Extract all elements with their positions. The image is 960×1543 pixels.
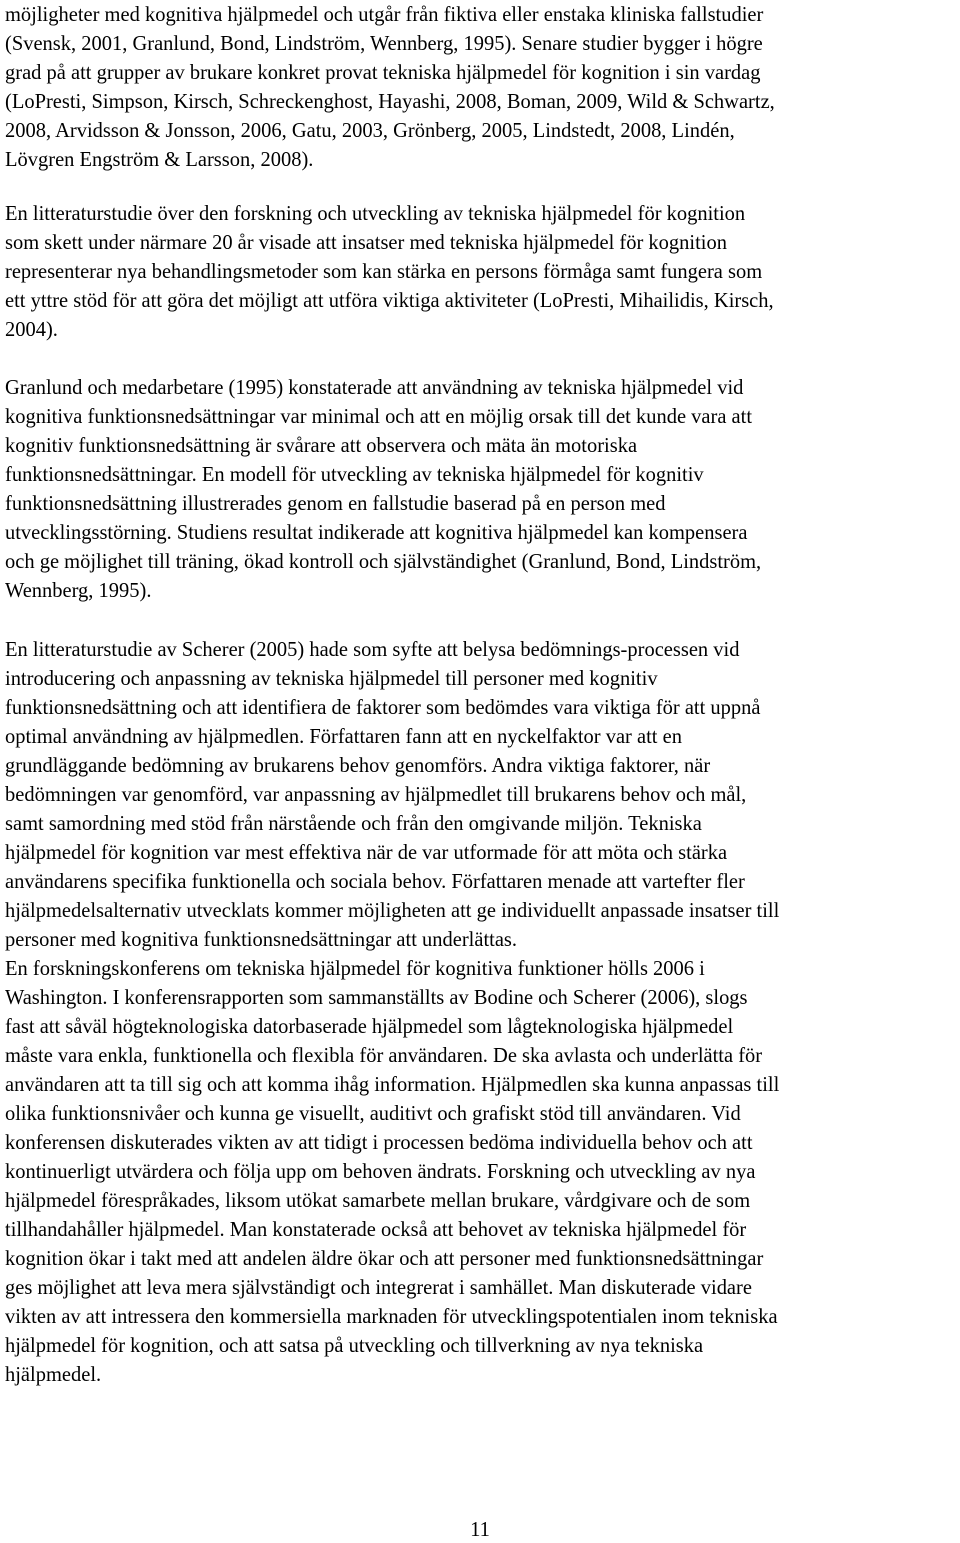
paragraph-3 xyxy=(5,374,960,606)
text-line: vikten av att intressera den kommersiella marknaden för utvecklingspotentialen inom tekniska xyxy=(5,1306,778,1328)
text-line: ges möjlighet att leva mera självständigt och integrerat i samhället. Man diskuterade vidare xyxy=(5,1277,752,1299)
page-number: 11 xyxy=(470,1519,490,1541)
text-line: kognitiva funktionsnedsättningar var minimal och att en möjlig orsak till det kunde vara att xyxy=(5,406,753,428)
text-line: som skett under närmare 20 år visade att insatser med tekniska hjälpmedel för kognition xyxy=(5,232,727,254)
text-line: användarens specifika funktionella och sociala behov. Författaren menade att vartefter fler xyxy=(5,871,745,893)
text-line: Lövgren Engström & Larsson, 2008). xyxy=(5,149,314,171)
text-line: bedömningen var genomförd, var anpassning av hjälpmedlet till brukarens behov och mål, xyxy=(5,784,747,806)
text-line: fast att såväl högteknologiska datorbaserade hjälpmedel som lågteknologiska hjälpmedel xyxy=(5,1016,734,1038)
text-line: Wennberg, 1995). xyxy=(5,580,152,602)
paragraph-4 xyxy=(5,636,960,955)
text-line: hjälpmedel för kognition var mest effektiva när de var utformade för att möta och stärka xyxy=(5,842,728,864)
text-line: (Svensk, 2001, Granlund, Bond, Lindström, Wennberg, 1995). Senare studier bygger i högre xyxy=(5,33,763,55)
text-line: Granlund och medarbetare (1995) konstaterade att användning av tekniska hjälpmedel vid xyxy=(5,377,744,399)
text-line: introducering och anpassning av tekniska hjälpmedel till personer med kognitiv xyxy=(5,668,658,690)
text-line: 2008, Arvidsson & Jonsson, 2006, Gatu, 2003, Grönberg, 2005, Lindstedt, 2008, Lindén, xyxy=(5,120,735,142)
text-line: funktionsnedsättningar. En modell för utveckling av tekniska hjälpmedel för kognitiv xyxy=(5,464,704,486)
text-line: kognitiv funktionsnedsättning är svårare att observera och mäta än motoriska xyxy=(5,435,638,457)
text-line: tillhandahåller hjälpmedel. Man konstaterade också att behovet av tekniska hjälpmedel för xyxy=(5,1219,747,1241)
text-line: samt samordning med stöd från närstående och från den omgivande miljön. Tekniska xyxy=(5,813,702,835)
text-line: En forskningskonferens om tekniska hjälpmedel för kognitiva funktioner hölls 2006 i xyxy=(5,958,705,980)
text-line: grad på att grupper av brukare konkret provat tekniska hjälpmedel för kognition i sin vardag xyxy=(5,62,761,84)
text-line: personer med kognitiva funktionsnedsättningar att underlättas. xyxy=(5,929,518,951)
text-line: En litteraturstudie av Scherer (2005) hade som syfte att belysa bedömnings-processen vid xyxy=(5,639,740,661)
text-line: funktionsnedsättning och att identifiera de faktorer som bedömdes vara viktiga för att uppnå xyxy=(5,697,761,719)
text-line: måste vara enkla, funktionella och flexibla för användaren. De ska avlasta och underlätta för xyxy=(5,1045,763,1067)
text-line: funktionsnedsättning illustrerades genom en fallstudie baserad på en person med xyxy=(5,493,666,515)
text-line: En litteraturstudie över den forskning och utveckling av tekniska hjälpmedel för kognition xyxy=(5,203,746,225)
paragraph-5 xyxy=(5,955,960,1390)
paragraph-1 xyxy=(5,1,960,175)
text-line: kontinuerligt utvärdera och följa upp om behoven ändrats. Forskning och utveckling av nya xyxy=(5,1161,756,1183)
text-line: Washington. I konferensrapporten som sammanställts av Bodine och Scherer (2006), slogs xyxy=(5,987,748,1009)
text-line: användaren att ta till sig och att komma ihåg information. Hjälpmedlen ska kunna anpassas till xyxy=(5,1074,780,1096)
text-line: hjälpmedel förespråkades, liksom utökat samarbete mellan brukare, vårdgivare och de som xyxy=(5,1190,751,1212)
text-line: hjälpmedel för kognition, och att satsa på utveckling och tillverkning av nya tekniska xyxy=(5,1335,704,1357)
text-line: optimal användning av hjälpmedlen. Författaren fann att en nyckelfaktor var att en xyxy=(5,726,682,748)
text-line: konferensen diskuterades vikten av att tidigt i processen bedöma individuella behov och att xyxy=(5,1132,753,1154)
text-line: (LoPresti, Simpson, Kirsch, Schreckenghost, Hayashi, 2008, Boman, 2009, Wild & Schwartz, xyxy=(5,91,775,113)
text-line: möjligheter med kognitiva hjälpmedel och utgår från fiktiva eller enstaka kliniska fallstudier xyxy=(5,4,764,26)
text-line: hjälpmedel. xyxy=(5,1364,102,1386)
text-line: och ge möjlighet till träning, ökad kontroll och självständighet (Granlund, Bond, Lindström, xyxy=(5,551,762,573)
text-line: hjälpmedelsalternativ utvecklats kommer möjligheten att ge individuellt anpassade insatser till xyxy=(5,900,780,922)
text-line: representerar nya behandlingsmetoder som kan stärka en persons förmåga samt fungera som xyxy=(5,261,763,283)
text-line: utvecklingsstörning. Studiens resultat indikerade att kognitiva hjälpmedel kan kompensera xyxy=(5,522,748,544)
text-line: ett yttre stöd för att göra det möjligt att utföra viktiga aktiviteter (LoPresti, Mihailidis, Kirsch, xyxy=(5,290,774,312)
paragraph-2 xyxy=(5,200,960,345)
text-line: kognition ökar i takt med att andelen äldre ökar och att personer med funktionsnedsättningar xyxy=(5,1248,764,1270)
text-line: olika funktionsnivåer och kunna ge visuellt, auditivt och grafiskt stöd till användaren. Vid xyxy=(5,1103,741,1125)
text-line: grundläggande bedömning av brukarens behov genomförs. Andra viktiga faktorer, när xyxy=(5,755,711,777)
text-line: 2004). xyxy=(5,319,58,341)
